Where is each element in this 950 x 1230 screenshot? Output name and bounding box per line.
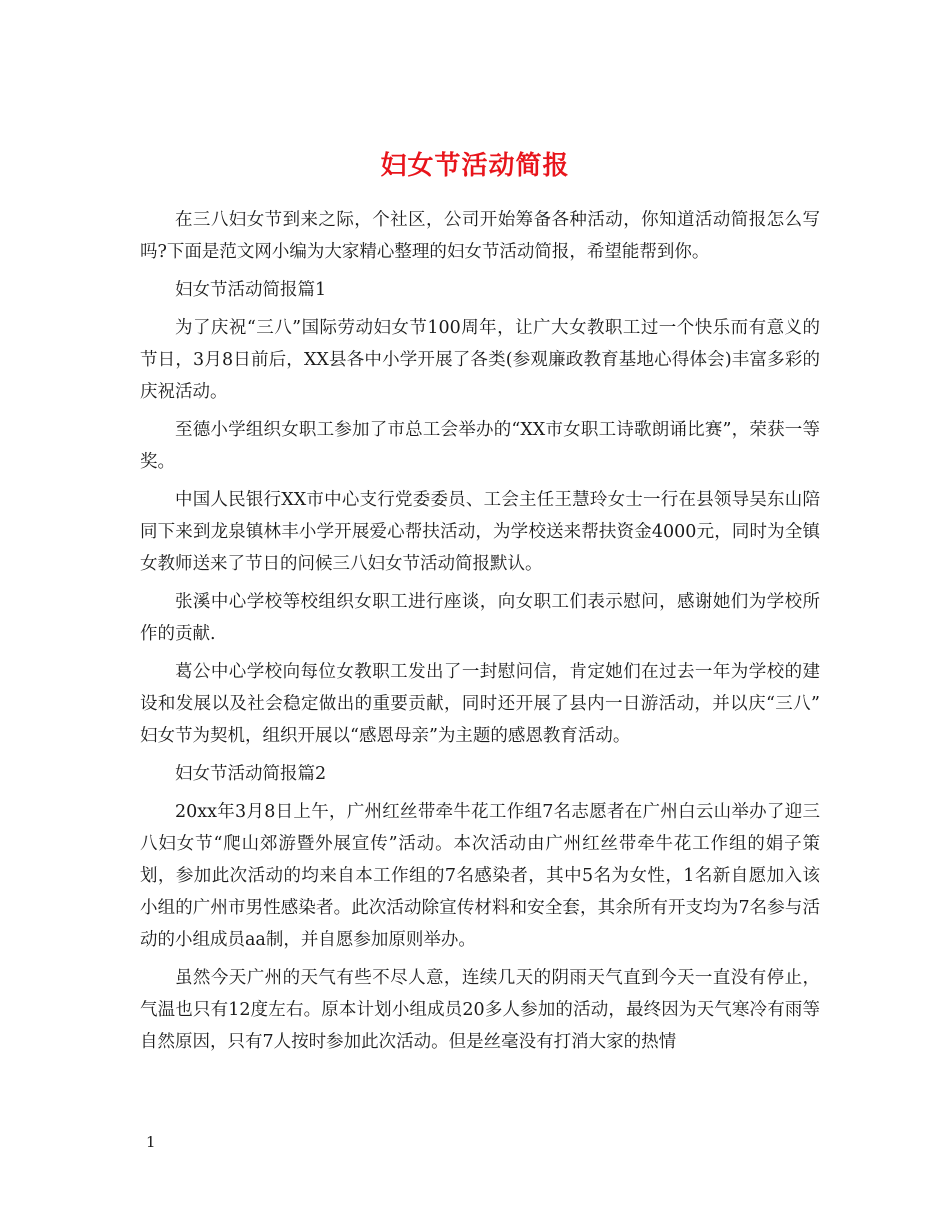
section-heading: 妇女节活动简报篇1 [175, 280, 327, 300]
body-paragraph: 至德小学组织女职工参加了市总工会举办的“XX市女职工诗歌朗诵比赛”，荣获一等奖。 [140, 420, 820, 472]
body-paragraph: 张溪中心学校等校组织女职工进行座谈，向女职工们表示慰问，感谢她们为学校所作的贡献. [140, 592, 820, 644]
body-paragraph: 葛公中心学校向每位女教职工发出了一封慰问信，肯定她们在过去一年为学校的建设和发展以及社会稳定做出的重要贡献，同时还开展了县内一日游活动，并以庆“三八” 妇女节为契机，组织开展以“感恩母亲”为主题的感恩教育活动。 [140, 662, 820, 746]
page-title: 妇女节活动简报 [380, 151, 570, 182]
body-paragraph: 为了庆祝“三八”国际劳动妇女节100周年，让广大女教职工过一个快乐而有意义的节日，3月8日前后，XX县各中小学开展了各类(参观廉政教育基地心得体会)丰富多彩的庆祝活动。 [140, 318, 820, 402]
page-number: 1 [146, 1133, 156, 1151]
document-body [140, 204, 820, 1064]
body-paragraph: 20xx年3月8日上午，广州红丝带牵牛花工作组7名志愿者在广州白云山举办了迎三八妇女节“爬山郊游暨外展宣传”活动。本次活动由广州红丝带牵牛花工作组的娟子策划，参加此次活动的均来自本工作组的7名感染者，其中5名为女性，1名新自愿加入该小组的广州市男性感染者。此次活动除宣传材料和安全套，其余所有开支均为7名参与活动的小组成员aa制，并自愿参加原则举办。 [140, 802, 820, 950]
intro-paragraph: 在三八妇女节到来之际，个社区，公司开始筹备各种活动，你知道活动简报怎么写吗?下面是范文网小编为大家精心整理的妇女节活动简报，希望能帮到你。 [140, 210, 820, 262]
body-paragraph: 虽然今天广州的天气有些不尽人意，连续几天的阴雨天气直到今天一直没有停止，气温也只有12度左右。原本计划小组成员20多人参加的活动，最终因为天气寒冷有雨等自然原因，只有7人按时参加此次活动。但是丝毫没有打消大家的热情 [140, 968, 820, 1052]
body-paragraph: 中国人民银行XX市中心支行党委委员、工会主任王慧玲女士一行在县领导吴东山陪同下来到龙泉镇林丰小学开展爱心帮扶活动，为学校送来帮扶资金4000元，同时为全镇女教师送来了节日的问候三八妇女节活动简报默认。 [140, 490, 820, 574]
section-heading: 妇女节活动简报篇2 [175, 764, 327, 784]
